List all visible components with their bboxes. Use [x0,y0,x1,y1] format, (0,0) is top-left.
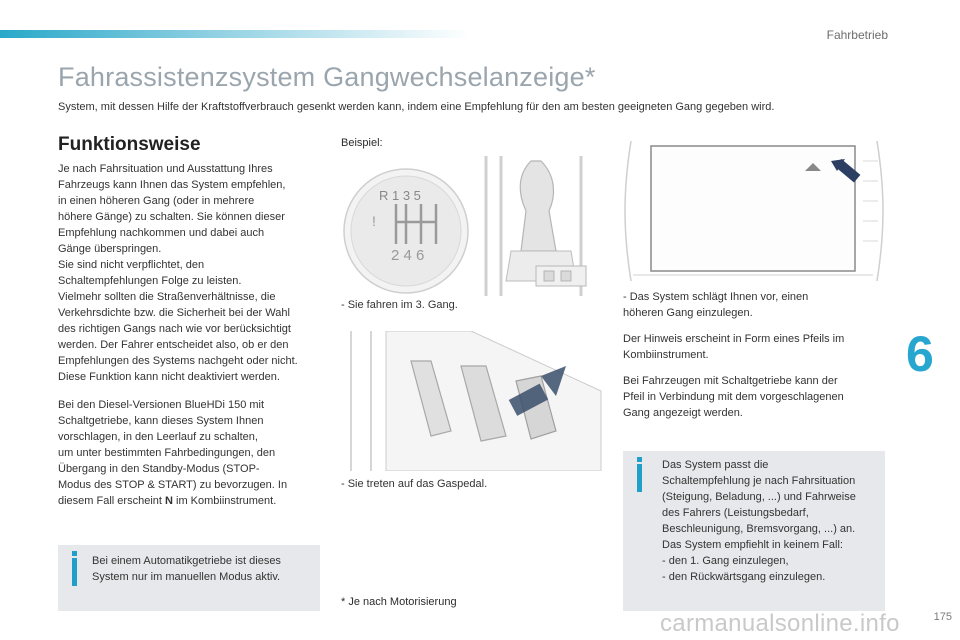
cluster-illustration [623,141,885,281]
pedal-illustration [341,331,603,471]
cluster-figure [623,141,885,281]
info-icon [72,558,77,586]
gear-knob-illustration [341,156,603,296]
example-step-3: - Das System schlägt Ihnen vor, einen höheren Gang einzulegen. [623,291,809,319]
info-icon [637,464,642,492]
info-adaptive-text: Das System passt die Schaltempfehlung je nach Fahrsituation (Steigung, Beladung, ...) und Fahrweise des Fahrers (Leistungsbedarf, Beschleunigung, Bremsvorgang, ...) an. Das System empfiehlt in keinem Fall: - den 1. Gang einzulegen, - den Rückwärtsgang einzulegen. [662,459,856,583]
gear-knob-figure [341,156,603,296]
paragraph-2-end: im Kombiinstrument. [172,495,277,507]
info-automatic-text: Bei einem Automatikgetriebe ist dieses System nur im manuellen Modus aktiv. [92,555,281,583]
example-label: Beispiel: [341,137,383,149]
header-accent-bar [0,30,470,38]
section-label: Fahrbetrieb [826,28,888,42]
neutral-symbol: N [165,495,173,507]
paragraph-2-text: Bei den Diesel-Versionen BlueHDi 150 mit Schaltgetriebe, kann dieses System Ihnen vorschlagen, in den Leerlauf zu schalten, um unter bestimmten Fahrbedingungen, den Übergang in den Standby-Modus (STOP- Modus des STOP & START) zu bevorzugen. In diesem Fall erscheint [58,399,288,507]
watermark: carmanualsonline.info [660,610,900,637]
function-text [58,161,320,385]
right-paragraph-1-block [623,331,885,363]
info-icon-dot [637,457,642,462]
gear-row-bottom: 2 4 6 [391,247,425,264]
right-paragraph-2: Bei Fahrzeugen mit Schaltgetriebe kann der Pfeil in Verbindung mit dem vorgeschlagenen Gang angezeigt werden. [623,375,844,419]
function-paragraph-2 [58,397,320,509]
section-heading: Funktionsweise [58,134,201,155]
diesel-text [58,397,320,509]
gear-row-top: R 1 3 5 [379,188,421,203]
example-step-1: - Sie fahren im 3. Gang. [341,299,458,311]
page-subtitle: System, mit dessen Hilfe der Kraftstoffverbrauch gesenkt werden kann, indem eine Empfehlung für den am besten geeigneten Gang gegeben wird. [58,101,775,113]
page-number: 175 [933,611,952,623]
warning-mark: ! [372,213,376,229]
example-step-2: - Sie treten auf das Gaspedal. [341,478,488,490]
pedal-figure [341,331,603,471]
info-box-adaptive [623,451,885,611]
function-paragraph-1: Je nach Fahrsituation und Ausstattung Ihres Fahrzeugs kann Ihnen das System empfehlen, in einen höheren Gang (oder in mehrere höhere Gänge) zu schalten. Sie können dieser Empfehlung nachkommen und dabei auch Gänge überspringen. Sie sind nicht verpflichtet, den Schaltempfehlungen Folge zu leisten. Vielmehr sollten die Straßenverhältnisse, die Verkehrsdichte bzw. die Sicherheit bei der Wahl des richtigen Gangs nach wie vor berücksichtigt werden. Der Fahrer entscheidet also, ob er den Empfehlungen des Systems nachgeht oder nicht. Diese Funktion kann nicht deaktiviert werden. [58,163,298,383]
info-box-automatic [58,545,320,611]
page-title: Fahrassistenzsystem Gangwechselanzeige* [58,62,596,92]
right-paragraph-1: Der Hinweis erscheint in Form eines Pfeils im Kombiinstrument. [623,333,845,361]
right-paragraph-2-block [623,373,885,421]
chapter-number: 6 [906,326,934,382]
info-icon-dot [72,551,77,556]
footnote: * Je nach Motorisierung [341,596,457,608]
